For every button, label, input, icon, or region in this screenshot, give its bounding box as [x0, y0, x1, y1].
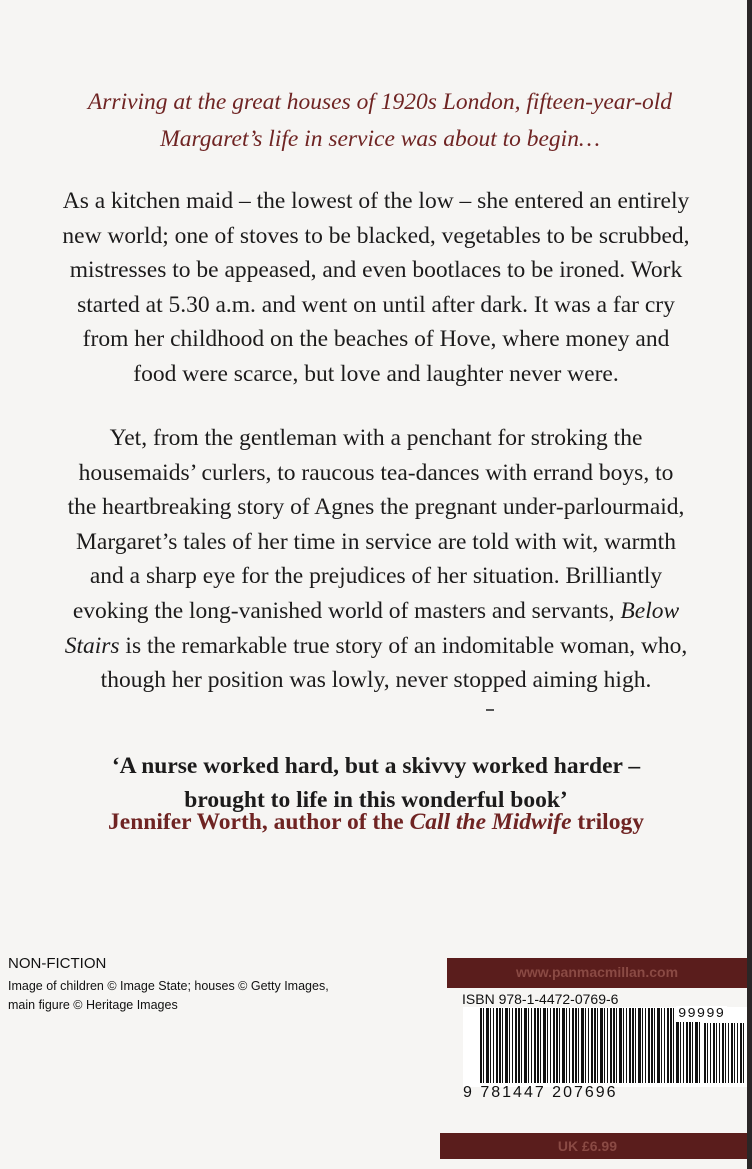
attribution-text: Jennifer Worth, author of the	[108, 809, 410, 835]
book-title-part: Stairs	[64, 632, 120, 659]
text-line: As a kitchen maid – the lowest of the low – she entered an entirely	[62, 188, 690, 214]
review-quote-line: ‘A nurse worked hard, but a skivvy worked harder –	[111, 753, 641, 779]
image-credits: Image of children © Image State; houses © Getty Images, main figure © Heritage Images	[8, 979, 329, 1012]
barcode	[480, 1008, 700, 1083]
attribution-book-title: Call the Midwife	[409, 809, 572, 835]
tagline-line: Margaret’s life in service was about to begin…	[160, 126, 600, 152]
text-line: new world; one of stoves to be blacked, vegetables to be scrubbed,	[62, 222, 690, 249]
barcode-addon	[704, 1023, 744, 1083]
text-line: from her childhood on the beaches of Hove, where money and	[82, 326, 670, 353]
divider	[486, 709, 494, 711]
text-line: mistresses to be appeased, and even bootlaces to be ironed. Work	[69, 257, 683, 284]
isbn-label: ISBN 978-1-4472-0769-6	[462, 991, 619, 1007]
text-line: Yet, from the gentleman with a penchant for stroking the	[109, 425, 643, 451]
quote-attribution	[30, 805, 722, 839]
text-line	[30, 629, 722, 664]
genre-label: NON-FICTION	[8, 955, 107, 972]
text-line: though her position was lowly, never stopped aiming high.	[100, 667, 652, 694]
blurb-paragraph-2	[30, 421, 722, 698]
text-line: started at 5.30 a.m. and went on until after dark. It was a far cry	[77, 291, 675, 318]
text-line: the heartbreaking story of Agnes the pregnant under-parlourmaid,	[67, 494, 685, 521]
price: UK £6.99	[557, 1138, 617, 1154]
publisher-url-band	[447, 958, 747, 988]
price-band	[440, 1133, 747, 1159]
cover-edge	[747, 0, 752, 1169]
text-span: is the remarkable true story of an indomitable woman, who,	[119, 632, 688, 659]
barcode-addon-digits: 99999	[678, 1006, 726, 1022]
text-line	[30, 594, 722, 629]
tagline-line: Arriving at the great houses of 1920s London, fifteen-year-old	[87, 89, 673, 115]
text-line: Margaret’s tales of her time in service are told with wit, warmth	[76, 528, 676, 555]
text-line: housemaids’ curlers, to raucous tea-dances with errand boys, to	[78, 459, 674, 486]
text-line: food were scarce, but love and laughter never were.	[133, 360, 619, 387]
text-line: and a sharp eye for the prejudices of her situation. Brilliantly	[89, 563, 663, 590]
barcode-digits: 9 781447 207696	[463, 1084, 618, 1101]
publisher-url: www.panmacmillan.com	[515, 964, 679, 980]
blurb-paragraph-1	[30, 184, 722, 392]
review-quote-line: brought to life in this wonderful book’	[184, 787, 568, 813]
book-title-part: Below	[620, 597, 680, 624]
text-span: evoking the long-vanished world of masters and servants,	[72, 597, 621, 624]
attribution-text: trilogy	[571, 809, 644, 835]
tagline	[60, 84, 700, 158]
